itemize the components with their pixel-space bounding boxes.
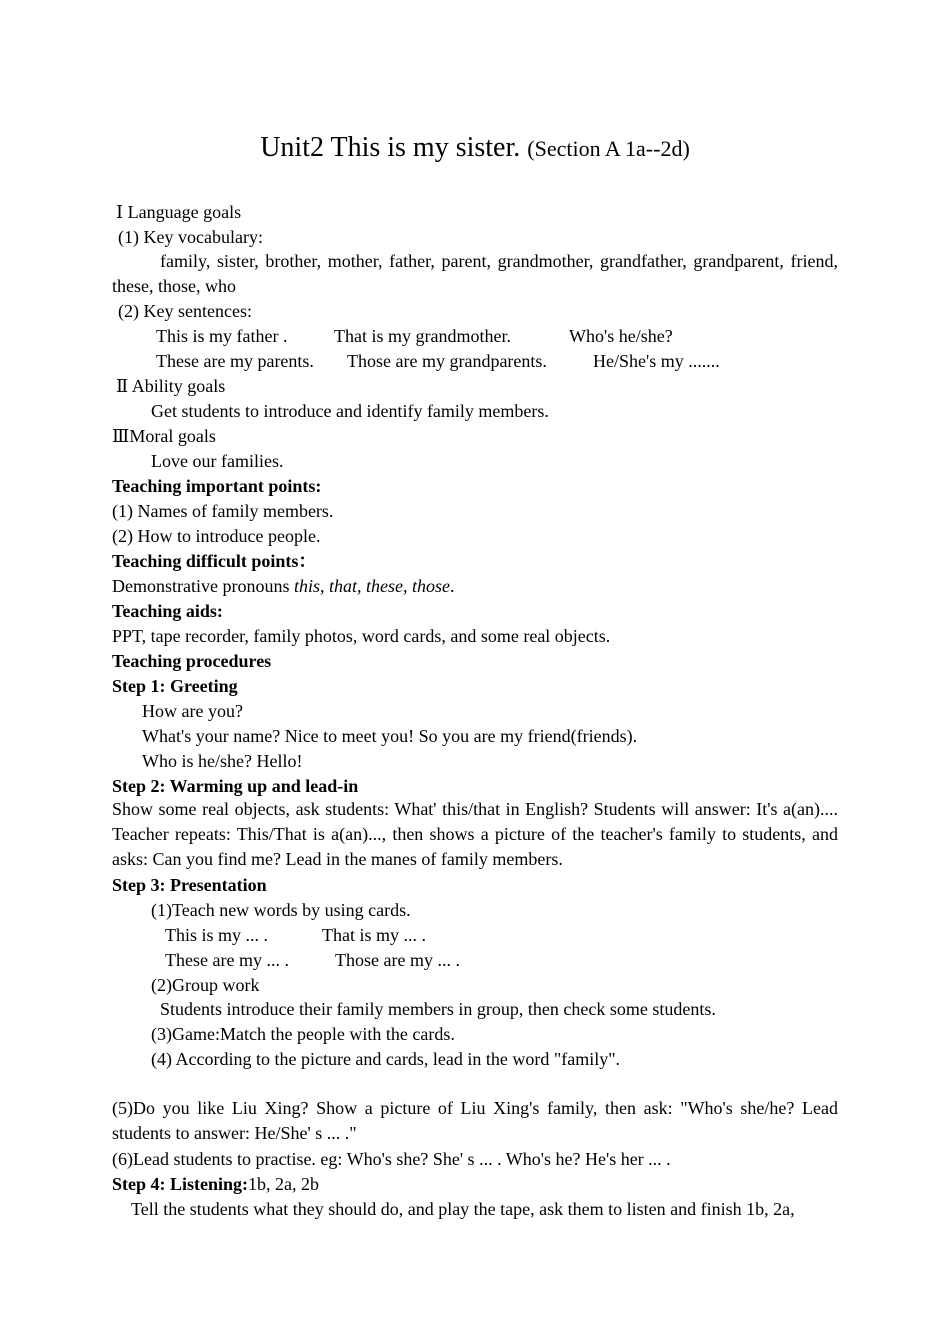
step-4-paragraph: Tell the students what they should do, and play the tape, ask them to listen and finish 1b, 2a,: [131, 1199, 795, 1219]
difficult-point-pronouns: this, that, these, those: [293, 576, 450, 596]
step-1-line-a: How are you?: [142, 701, 243, 721]
page-title: [0, 132, 950, 164]
teaching-aids-text: PPT, tape recorder, family photos, word cards, and some real objects.: [112, 626, 611, 646]
step-1-line-c: Who is he/she? Hello!: [142, 751, 303, 771]
difficult-points-heading: Teaching difficult points：: [112, 551, 317, 571]
key-vocabulary-heading: (1) Key vocabulary:: [118, 227, 263, 247]
sentence-1b: That is my grandmother.: [334, 326, 511, 346]
teaching-aids-heading: Teaching aids:: [112, 601, 223, 621]
difficult-point-prefix: Demonstrative pronouns: [112, 576, 294, 596]
pattern-these: These are my ... .: [165, 950, 289, 970]
sentence-2c: He/She's my .......: [593, 351, 720, 371]
difficult-point-end: .: [449, 576, 455, 596]
title-subtitle: (Section A 1a--2d): [527, 136, 690, 161]
pattern-this: This is my ... .: [165, 925, 269, 945]
moral-goal-text: Love our families.: [151, 451, 284, 471]
ability-goals-heading: Ⅱ Ability goals: [116, 376, 226, 396]
important-point-1: (1) Names of family members.: [112, 501, 334, 521]
key-sentences-heading: (2) Key sentences:: [118, 301, 252, 321]
teaching-procedures-heading: Teaching procedures: [112, 651, 272, 671]
important-point-2: (2) How to introduce people.: [112, 526, 321, 546]
presentation-item-5: (5)Do you like Liu Xing? Show a picture of Liu Xing's family, then ask: "Who's she/he? Lead students to answer: He/She' s ... .": [112, 1098, 838, 1143]
step-2-heading: Step 2: Warming up and lead-in: [112, 776, 359, 796]
step-4-line: [112, 1172, 319, 1196]
presentation-item-4: (4) According to the picture and cards, lead in the word "family".: [151, 1049, 621, 1069]
sentence-2b: Those are my grandparents.: [347, 351, 547, 371]
step-1-heading: Step 1: Greeting: [112, 676, 238, 696]
step-1-line-b: What's your name? Nice to meet you! So you are my friend(friends).: [142, 726, 638, 746]
sentence-2a: These are my parents.: [156, 351, 314, 371]
pattern-that: That is my ... .: [322, 925, 426, 945]
step-4-heading: Step 4: Listening:: [112, 1174, 249, 1194]
step-3-heading: Step 3: Presentation: [112, 875, 267, 895]
step-2-paragraph: Show some real objects, ask students: What' this/that in English? Students will answer: It's a(an).... Teacher repeats: This/That is a(an)..., then shows a picture of the teacher's family to students, and asks: Can you find me? Lead in the manes of family members.: [112, 799, 838, 869]
moral-goals-heading: ⅢMoral goals: [112, 426, 216, 446]
step-4-tasks: 1b, 2a, 2b: [248, 1174, 320, 1194]
ability-goal-text: Get students to introduce and identify family members.: [151, 401, 549, 421]
presentation-item-3: (3)Game:Match the people with the cards.: [151, 1024, 455, 1044]
sentence-1c: Who's he/she?: [569, 326, 673, 346]
title-main: Unit2 This is my sister.: [260, 132, 521, 163]
presentation-item-1: (1)Teach new words by using cards.: [151, 900, 411, 920]
vocabulary-list: family, sister, brother, mother, father, parent, grandmother, grandfather, grandparent, friend, these, those, who: [112, 251, 838, 296]
difficult-point-text: [112, 574, 454, 598]
presentation-item-2: (2)Group work: [151, 975, 260, 995]
group-work-text: Students introduce their family members in group, then check some students.: [160, 999, 716, 1019]
sentence-1a: This is my father .: [156, 326, 288, 346]
pattern-those: Those are my ... .: [335, 950, 460, 970]
language-goals-heading: Ⅰ Language goals: [116, 202, 242, 222]
important-points-heading: Teaching important points:: [112, 476, 322, 496]
presentation-item-6: (6)Lead students to practise. eg: Who's she? She' s ... . Who's he? He's her ... .: [112, 1149, 671, 1169]
